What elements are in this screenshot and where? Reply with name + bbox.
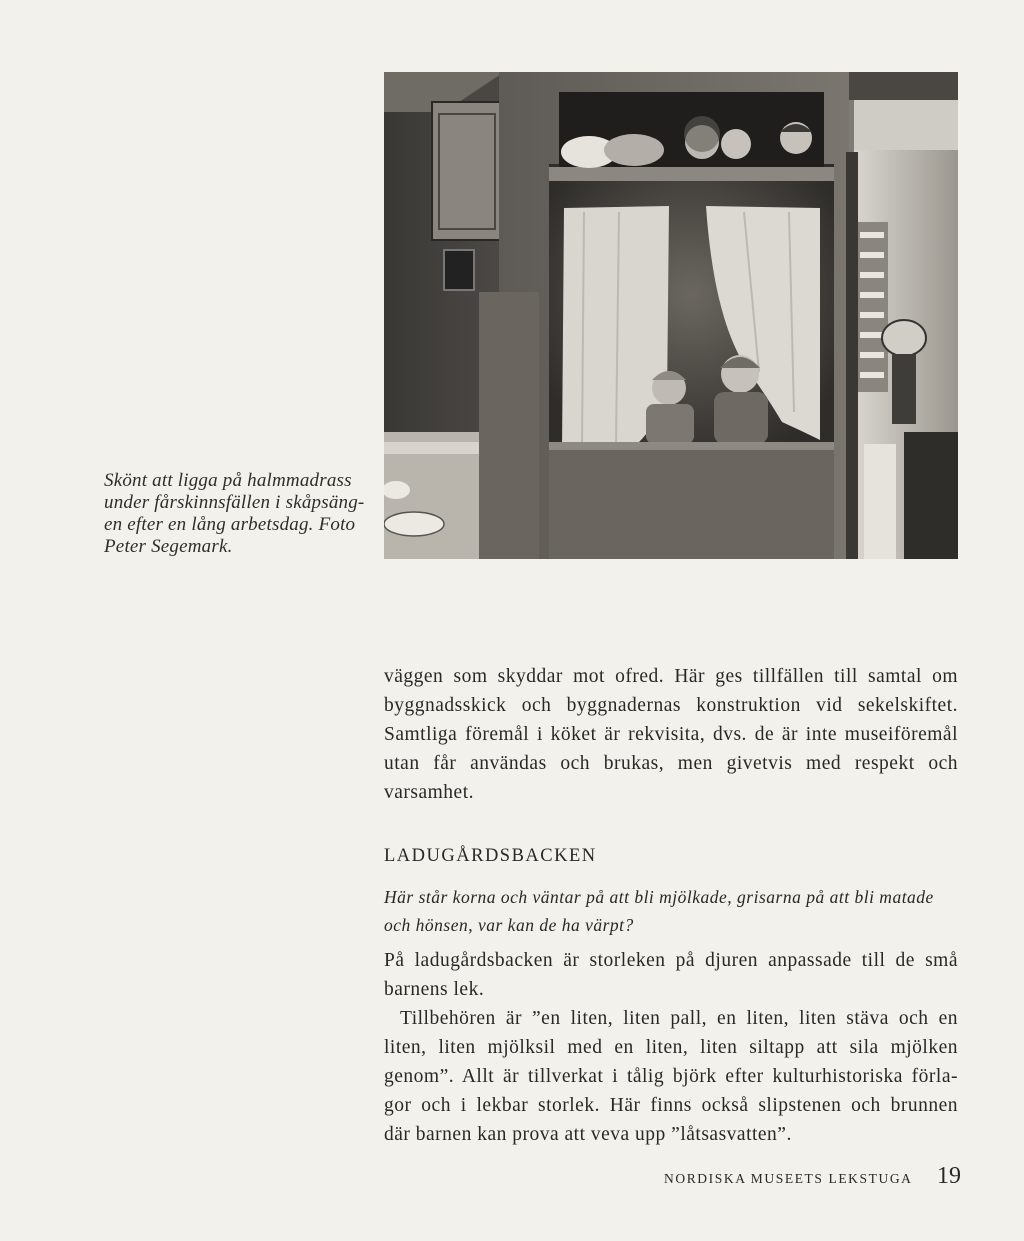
cupboard-bed-photo: [384, 72, 958, 559]
text-line: varsamhet.: [384, 782, 475, 803]
caption-line: Skönt att ligga på halmmadrass: [104, 470, 352, 491]
text-line: byggnadsskick och byggnadernas konstruktion vid sekelskiftet.: [384, 695, 958, 716]
text-line: Tillbehören är ”en liten, liten pall, en liten, liten stäva och en: [400, 1008, 958, 1029]
body-paragraph-2: [384, 1004, 958, 1149]
text-line: där barnen kan prova att veva upp ”låtsasvatten”.: [384, 1124, 792, 1145]
photo-caption: [104, 470, 374, 558]
text-line: utan får användas och brukas, men givetvis med respekt och: [384, 753, 958, 774]
text-line: barnens lek.: [384, 979, 485, 1000]
text-line: På ladugårdsbacken är storleken på djuren anpassade till de små: [384, 950, 958, 971]
page-number: 19: [937, 1163, 961, 1189]
text-line: liten, liten mjölksil med en liten, liten siltapp att sila mjölken: [384, 1037, 958, 1058]
caption-line: Peter Segemark.: [104, 536, 233, 557]
text-line: Samtliga föremål i köket är rekvisita, dvs. de är inte museiföremål: [384, 724, 958, 745]
photo-illustration: [384, 72, 958, 559]
running-title: NORDISKA MUSEETS LEKSTUGA: [664, 1171, 913, 1186]
caption-line: en efter en lång arbetsdag. Foto: [104, 514, 356, 535]
lead-line: Här står korna och väntar på att bli mjölkade, grisarna på att bli matade: [384, 887, 934, 907]
body-paragraph-1: [384, 946, 958, 1004]
body-paragraph-top: [384, 662, 958, 807]
caption-line: under fårskinnsfällen i skåpsäng-: [104, 492, 365, 513]
section-lead: [384, 883, 958, 939]
text-line: gor och i lekbar storlek. Här finns också slipstenen och brunnen: [384, 1095, 958, 1116]
text-line: genom”. Allt är tillverkat i tålig björk efter kulturhistoriska förla-: [384, 1066, 958, 1087]
lead-line: och hönsen, var kan de ha värpt?: [384, 915, 634, 935]
text-line: väggen som skyddar mot ofred. Här ges tillfällen till samtal om: [384, 666, 958, 687]
section-heading: LADUGÅRDSBACKEN: [384, 846, 597, 866]
